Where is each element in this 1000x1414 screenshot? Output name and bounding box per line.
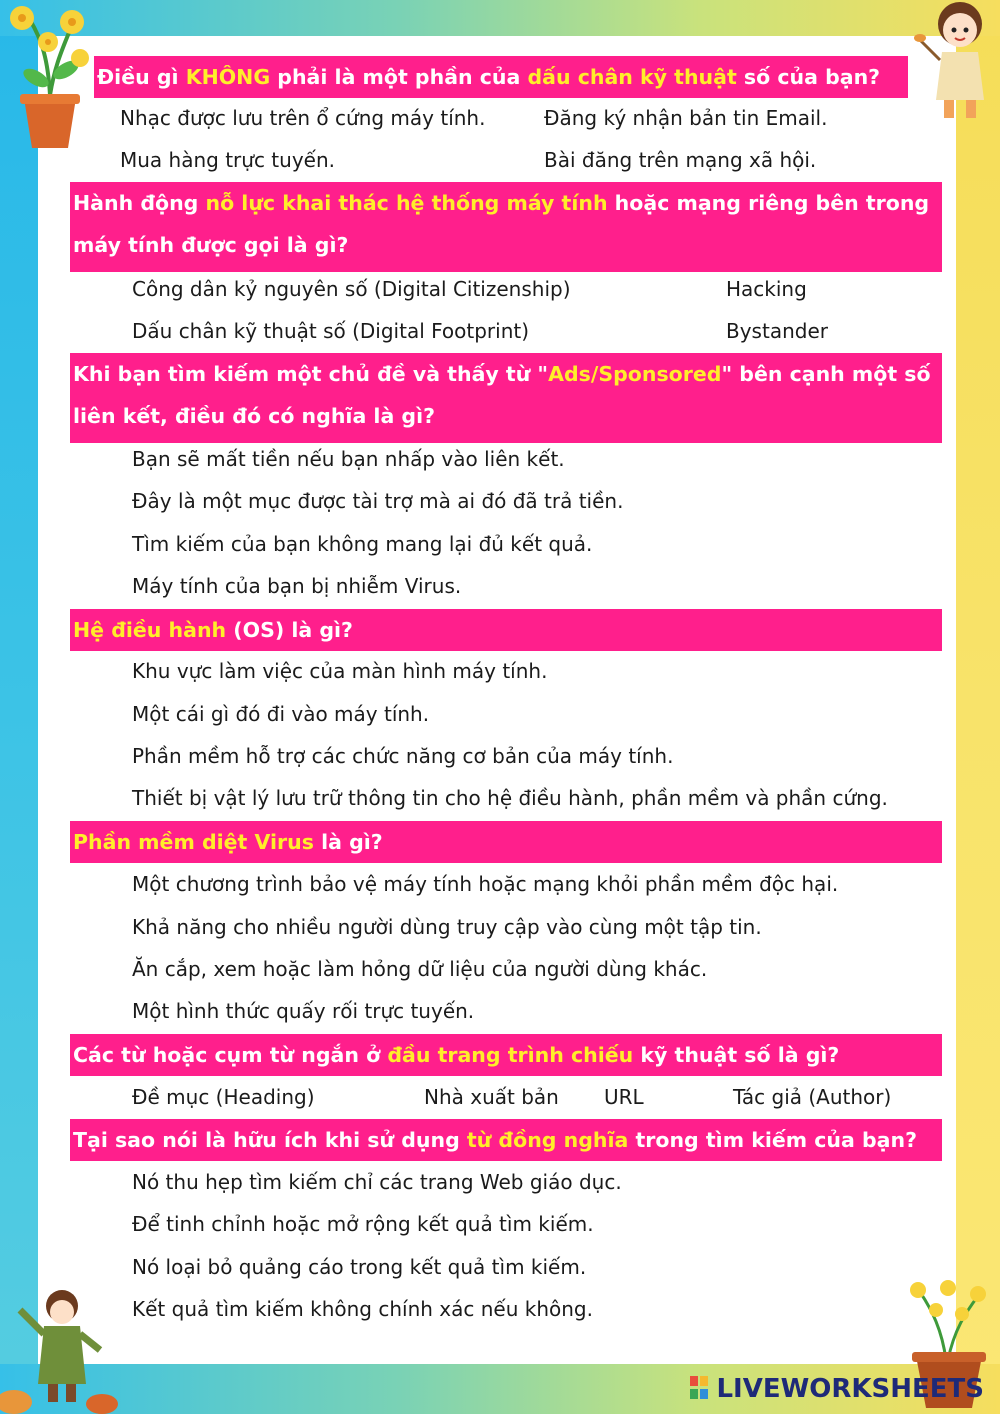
question-2 — [70, 182, 942, 272]
answer-option[interactable]: Tìm kiếm của bạn không mang lại đủ kết quả. — [132, 532, 593, 556]
question-4 — [70, 609, 942, 651]
answer-option[interactable]: Công dân kỷ nguyên số (Digital Citizenship) — [132, 277, 571, 301]
answer-option[interactable]: Nhà xuất bản — [424, 1085, 559, 1109]
girl-illustration — [912, 0, 1000, 120]
left-border — [0, 0, 38, 1414]
answer-option[interactable]: Tác giả (Author) — [733, 1085, 892, 1109]
answer-option[interactable]: Khả năng cho nhiều người dùng truy cập vào cùng một tập tin. — [132, 915, 762, 939]
question-5-highlight: Phần mềm diệt Virus — [73, 830, 314, 854]
answer-option[interactable]: Bài đăng trên mạng xã hội. — [544, 148, 817, 172]
question-5 — [70, 821, 942, 863]
question-2-text: Hành động — [73, 191, 206, 215]
answer-option[interactable]: Nó loại bỏ quảng cáo trong kết quả tìm kiếm. — [132, 1255, 587, 1279]
question-1-highlight: dấu chân kỹ thuật — [527, 65, 737, 89]
question-6-highlight: đầu trang trình chiếu — [387, 1043, 634, 1067]
question-3-text: " bên cạnh một số — [721, 362, 931, 386]
answer-option[interactable]: Hacking — [726, 277, 807, 301]
child-illustration — [0, 1280, 120, 1414]
answer-option[interactable]: Máy tính của bạn bị nhiễm Virus. — [132, 574, 462, 598]
answer-option[interactable]: Thiết bị vật lý lưu trữ thông tin cho hệ điều hành, phần mềm và phần cứng. — [132, 786, 888, 810]
question-6-text: Các từ hoặc cụm từ ngắn ở — [73, 1043, 388, 1067]
question-3-text: Khi bạn tìm kiếm một chủ đề và thấy từ " — [73, 362, 549, 386]
liveworksheets-logo[interactable]: LIVEWORKSHEETS — [716, 1374, 984, 1404]
answer-option[interactable]: Bạn sẽ mất tiền nếu bạn nhấp vào liên kết. — [132, 447, 565, 471]
answer-option[interactable]: Đăng ký nhận bản tin Email. — [544, 106, 828, 130]
question-1-highlight: KHÔNG — [185, 65, 271, 89]
question-1-text: Điều gì — [97, 65, 186, 89]
question-4-text: (OS) là gì? — [226, 618, 353, 642]
answer-option[interactable]: Nó thu hẹp tìm kiếm chỉ các trang Web giáo dục. — [132, 1170, 622, 1194]
question-3 — [70, 353, 942, 443]
question-7-text: Tại sao nói là hữu ích khi sử dụng — [73, 1128, 467, 1152]
question-1 — [94, 56, 908, 98]
question-1-text: số của bạn? — [736, 65, 881, 89]
answer-option[interactable]: Khu vực làm việc của màn hình máy tính. — [132, 659, 548, 683]
answer-option[interactable]: Đây là một mục được tài trợ mà ai đó đã trả tiền. — [132, 489, 624, 513]
question-7 — [70, 1119, 942, 1161]
question-6 — [70, 1034, 942, 1076]
answer-option[interactable]: Để tinh chỉnh hoặc mở rộng kết quả tìm kiếm. — [132, 1212, 594, 1236]
answer-option[interactable]: Kết quả tìm kiếm không chính xác nếu không. — [132, 1297, 593, 1321]
answer-option[interactable]: Nhạc được lưu trên ổ cứng máy tính. — [120, 106, 486, 130]
answer-option[interactable]: Phần mềm hỗ trợ các chức năng cơ bản của máy tính. — [132, 744, 674, 768]
right-border — [956, 0, 1000, 1414]
top-border — [0, 0, 1000, 36]
answer-option[interactable]: Một chương trình bảo vệ máy tính hoặc mạng khỏi phần mềm độc hại. — [132, 872, 839, 896]
answer-option[interactable]: Một cái gì đó đi vào máy tính. — [132, 702, 430, 726]
answer-option[interactable]: Ăn cắp, xem hoặc làm hỏng dữ liệu của người dùng khác. — [132, 957, 708, 981]
flower-pot-illustration — [0, 0, 95, 150]
liveworksheets-logo-icon — [690, 1376, 708, 1400]
answer-option[interactable]: Đề mục (Heading) — [132, 1085, 315, 1109]
question-7-text: trong tìm kiếm của bạn? — [628, 1128, 917, 1152]
question-7-highlight: từ đồng nghĩa — [466, 1128, 629, 1152]
question-6-text: kỹ thuật số là gì? — [633, 1043, 840, 1067]
answer-option[interactable]: Mua hàng trực tuyến. — [120, 148, 335, 172]
answer-option[interactable]: Bystander — [726, 319, 828, 343]
question-4-highlight: Hệ điều hành — [73, 618, 227, 642]
question-1-text: phải là một phần của — [270, 65, 528, 89]
answer-option[interactable]: Một hình thức quấy rối trực tuyến. — [132, 999, 475, 1023]
question-2-text: hoặc mạng riêng bên trong — [607, 191, 930, 215]
question-3-text-line2: liên kết, điều đó có nghĩa là gì? — [73, 404, 436, 428]
question-2-text-line2: máy tính được gọi là gì? — [73, 233, 349, 257]
question-5-text: là gì? — [313, 830, 383, 854]
question-3-highlight: Ads/Sponsored — [548, 362, 722, 386]
answer-option[interactable]: Dấu chân kỹ thuật số (Digital Footprint) — [132, 319, 530, 343]
answer-option[interactable]: URL — [604, 1085, 644, 1109]
question-2-highlight: nỗ lực khai thác hệ thống máy tính — [205, 191, 608, 215]
